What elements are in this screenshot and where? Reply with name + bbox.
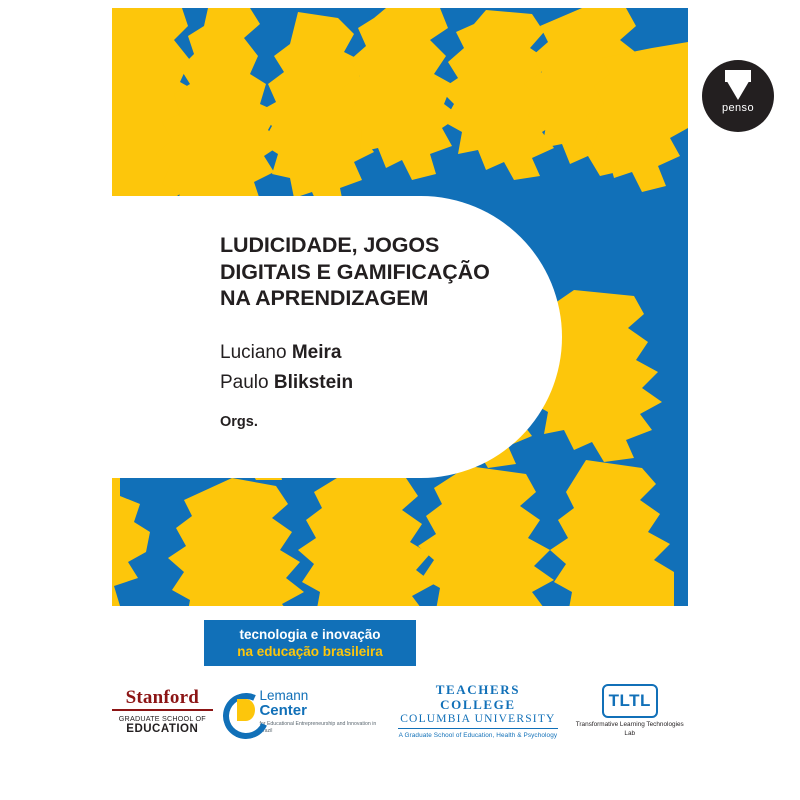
tagline-line-2: na educação brasileira: [237, 644, 383, 659]
book-title-line-2: DIGITAIS E GAMIFICAÇÃO: [220, 259, 490, 284]
title-block: [220, 232, 520, 430]
lemann-line-1: Lemann: [259, 688, 309, 704]
partner-logos: [112, 676, 688, 746]
stanford-unit: EDUCATION: [126, 722, 199, 735]
author-1-first: Luciano: [220, 341, 292, 363]
title-panel: [112, 196, 562, 478]
penso-arrow-icon: [725, 78, 751, 100]
tc-line-2: COLUMBIA UNIVERSITY: [398, 712, 557, 729]
logo-stanford: [112, 687, 213, 736]
bottom-band: [112, 606, 688, 758]
author-1: [220, 338, 520, 368]
lemann-line-2: Center: [259, 702, 307, 720]
book-title-line-1: LUDICIDADE, JOGOS: [220, 233, 440, 257]
tc-line-1: TEACHERS COLLEGE: [435, 682, 521, 712]
lemann-swoosh-icon: [223, 691, 256, 731]
logo-teachers-college: [398, 682, 557, 740]
stanford-wordmark: Stanford: [112, 687, 213, 711]
tltl-badge: TLTL: [602, 684, 658, 718]
stanford-subtitle: GRADUATE SCHOOL OF: [118, 713, 206, 723]
author-list: [220, 338, 520, 398]
tltl-caption: Transformative Learning Technologies Lab: [575, 721, 684, 737]
logo-lemann-center: [217, 688, 387, 734]
author-2-first: Paulo: [220, 371, 274, 393]
logo-tltl: [572, 684, 688, 737]
series-tagline: [204, 620, 416, 666]
author-2-last: Blikstein: [273, 371, 354, 393]
lemann-line-3: for Educational Entrepreneurship and Innovation in Brazil: [259, 721, 377, 734]
tagline-line-1: tecnologia e inovação: [239, 627, 381, 642]
author-1-last: Meira: [291, 341, 342, 363]
book-title-line-3: NA APRENDIZAGEM: [220, 286, 429, 310]
author-2: [220, 368, 520, 398]
publisher-logo: [702, 60, 774, 132]
tc-line-3: A Graduate School of Education, Health & Psychology: [398, 732, 558, 739]
editor-role: Orgs.: [220, 413, 258, 430]
publisher-name: penso: [722, 102, 754, 114]
